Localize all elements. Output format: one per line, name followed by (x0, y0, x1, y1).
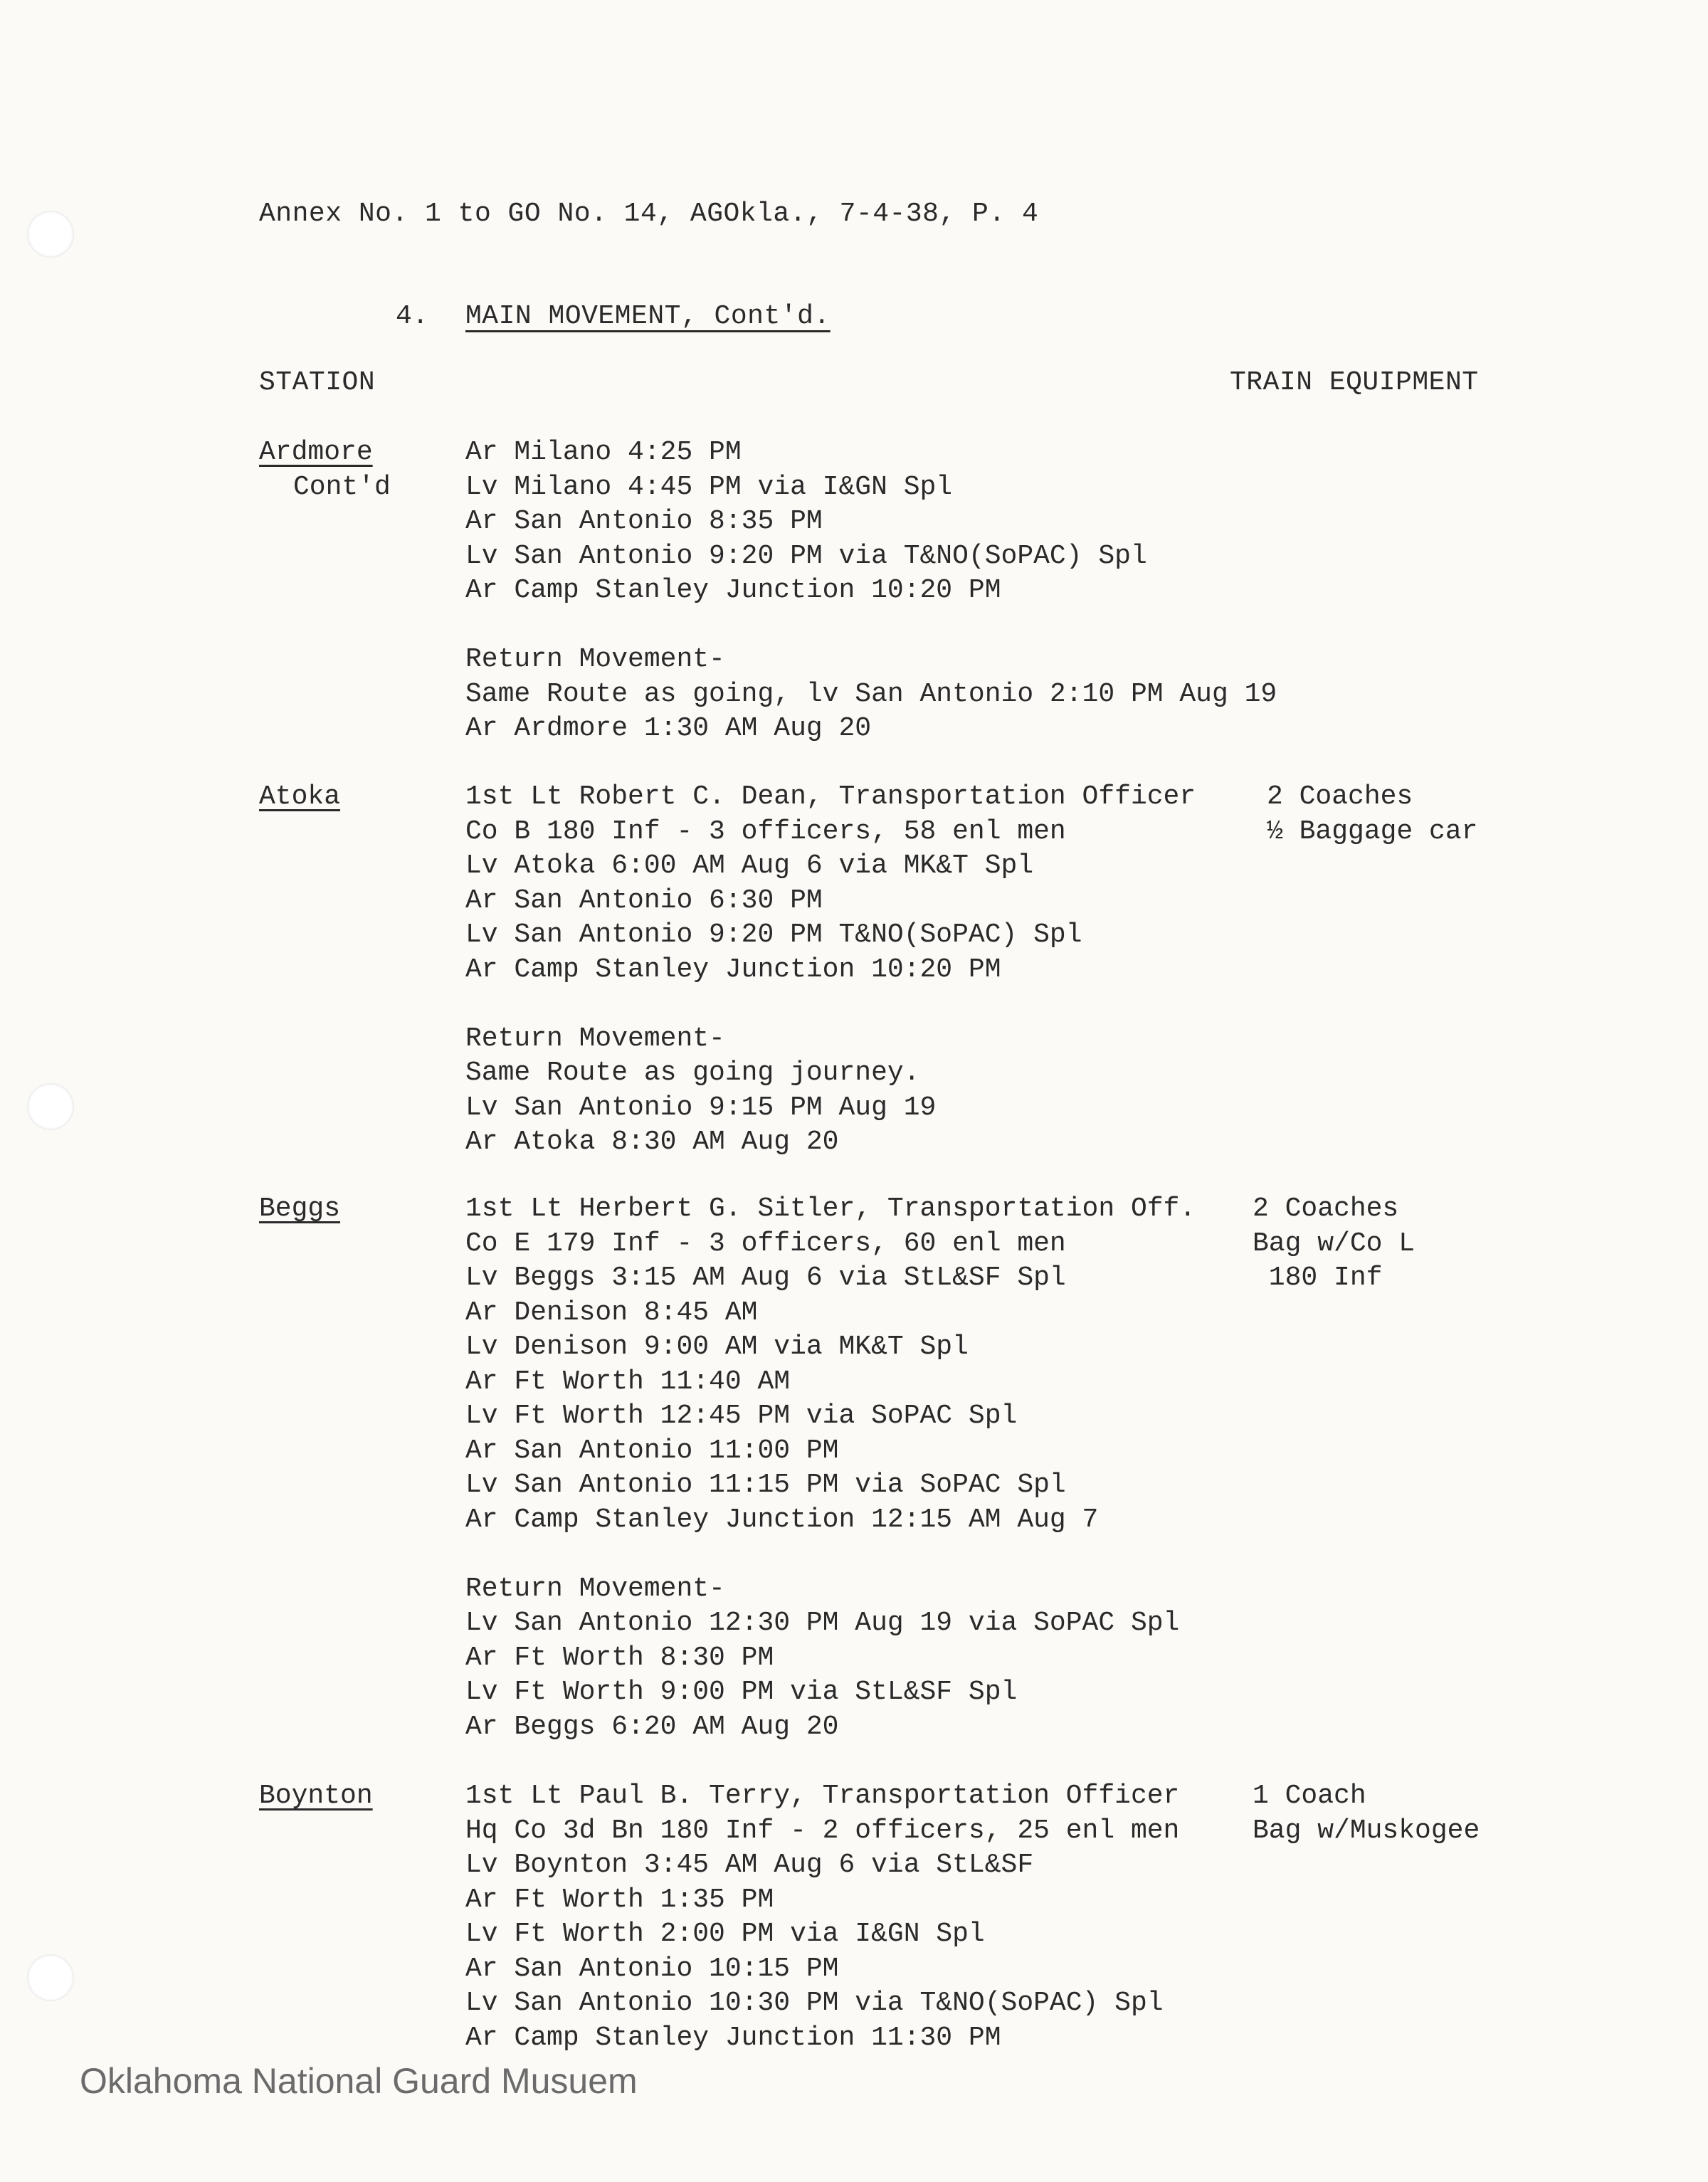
column-header-equipment: TRAIN EQUIPMENT (1230, 367, 1479, 398)
punch-hole-bottom (27, 1954, 74, 2001)
schedule-line: Ar Camp Stanley Junction 10:20 PM (465, 575, 1001, 606)
schedule-line: Lv San Antonio 9:20 PM T&NO(SoPAC) Spl (465, 919, 1082, 950)
station-ardmore: Ardmore (259, 437, 373, 468)
atoka-schedule (465, 780, 1196, 1160)
section-title: MAIN MOVEMENT, Cont'd. (465, 301, 831, 332)
schedule-line: Ar Ft Worth 1:35 PM (465, 1884, 774, 1915)
schedule-line: Lv San Antonio 12:30 PM Aug 19 via SoPAC Spl (465, 1608, 1180, 1638)
schedule-line: Lv Atoka 6:00 AM Aug 6 via MK&T Spl (465, 850, 1034, 881)
column-header-station: STATION (259, 367, 376, 398)
equipment-line: ½ Baggage car (1267, 816, 1478, 847)
atoka-equipment (1267, 780, 1477, 849)
schedule-line: Lv San Antonio 9:20 PM via T&NO(SoPAC) Spl (465, 540, 1147, 571)
schedule-line: Ar Denison 8:45 AM (465, 1297, 758, 1328)
schedule-line: Lv Ft Worth 12:45 PM via SoPAC Spl (465, 1401, 1018, 1431)
schedule-line: Lv Denison 9:00 AM via MK&T Spl (465, 1332, 969, 1362)
schedule-line: Ar Camp Stanley Junction 11:30 PM (465, 2022, 1001, 2053)
beggs-schedule (465, 1192, 1196, 1744)
equipment-line: 2 Coaches (1253, 1193, 1399, 1224)
return-heading: Return Movement- (465, 644, 725, 675)
schedule-line: 1st Lt Paul B. Terry, Transportation Officer (465, 1781, 1180, 1811)
station-boynton: Boynton (259, 1781, 373, 1811)
schedule-line: Co E 179 Inf - 3 officers, 60 enl men (465, 1228, 1066, 1259)
beggs-equipment (1253, 1192, 1415, 1296)
equipment-line: 2 Coaches (1267, 781, 1413, 812)
equipment-line: Bag w/Co L (1253, 1228, 1416, 1259)
boynton-schedule (465, 1779, 1179, 2055)
schedule-line: Ar San Antonio 11:00 PM (465, 1435, 839, 1466)
schedule-line: Ar Atoka 8:30 AM Aug 20 (465, 1127, 839, 1157)
schedule-line: Lv Ft Worth 9:00 PM via StL&SF Spl (465, 1677, 1018, 1707)
station-ardmore-cont: Cont'd (293, 472, 391, 502)
schedule-line: Lv San Antonio 10:30 PM via T&NO(SoPAC) Spl (465, 1988, 1164, 2018)
schedule-line: 1st Lt Robert C. Dean, Transportation Officer (465, 781, 1196, 812)
schedule-line: Ar San Antonio 6:30 PM (465, 885, 823, 916)
schedule-line: Co B 180 Inf - 3 officers, 58 enl men (465, 816, 1066, 847)
schedule-line: 1st Lt Herbert G. Sitler, Transportation Off. (465, 1193, 1196, 1224)
equipment-line: Bag w/Muskogee (1253, 1815, 1480, 1846)
schedule-line: Same Route as going, lv San Antonio 2:10 PM Aug 19 (465, 678, 1277, 710)
schedule-line: Lv Milano 4:45 PM via I&GN Spl (465, 471, 953, 502)
schedule-line: Lv Beggs 3:15 AM Aug 6 via StL&SF Spl (465, 1263, 1066, 1293)
schedule-line: Ar Ft Worth 8:30 PM (465, 1642, 774, 1673)
schedule-line: Same Route as going journey. (465, 1058, 920, 1088)
equipment-line: 180 Inf (1253, 1263, 1383, 1293)
return-heading: Return Movement- (465, 1573, 725, 1604)
station-atoka: Atoka (259, 781, 341, 812)
boynton-equipment (1253, 1779, 1480, 1848)
watermark: Oklahoma National Guard Musuem (80, 2061, 638, 2101)
schedule-line: Ar San Antonio 8:35 PM (465, 506, 823, 537)
document-header: Annex No. 1 to GO No. 14, AGOkla., 7-4-38, P. 4 (259, 199, 1039, 229)
schedule-line: Ar Beggs 6:20 AM Aug 20 (465, 1711, 839, 1742)
punch-hole-middle (27, 1083, 74, 1130)
schedule-line: Ar Camp Stanley Junction 10:20 PM (465, 954, 1001, 985)
schedule-line: Lv Boynton 3:45 AM Aug 6 via StL&SF (465, 1850, 1034, 1880)
section-number: 4. (396, 301, 429, 332)
equipment-line: 1 Coach (1253, 1781, 1366, 1811)
station-beggs: Beggs (259, 1193, 341, 1224)
schedule-line: Ar Milano 4:25 PM (465, 437, 742, 468)
schedule-line: Lv San Antonio 11:15 PM via SoPAC Spl (465, 1470, 1066, 1500)
punch-hole-top (27, 211, 74, 258)
ardmore-schedule (465, 436, 1277, 747)
return-heading: Return Movement- (465, 1023, 725, 1054)
schedule-line: Lv Ft Worth 2:00 PM via I&GN Spl (465, 1919, 985, 1949)
schedule-line: Ar Camp Stanley Junction 12:15 AM Aug 7 (465, 1504, 1099, 1535)
schedule-line: Lv San Antonio 9:15 PM Aug 19 (465, 1092, 937, 1123)
schedule-line: Ar Ardmore 1:30 AM Aug 20 (465, 713, 872, 744)
schedule-line: Ar Ft Worth 11:40 AM (465, 1366, 791, 1397)
schedule-line: Ar San Antonio 10:15 PM (465, 1953, 839, 1984)
schedule-line: Hq Co 3d Bn 180 Inf - 2 officers, 25 enl men (465, 1815, 1180, 1846)
